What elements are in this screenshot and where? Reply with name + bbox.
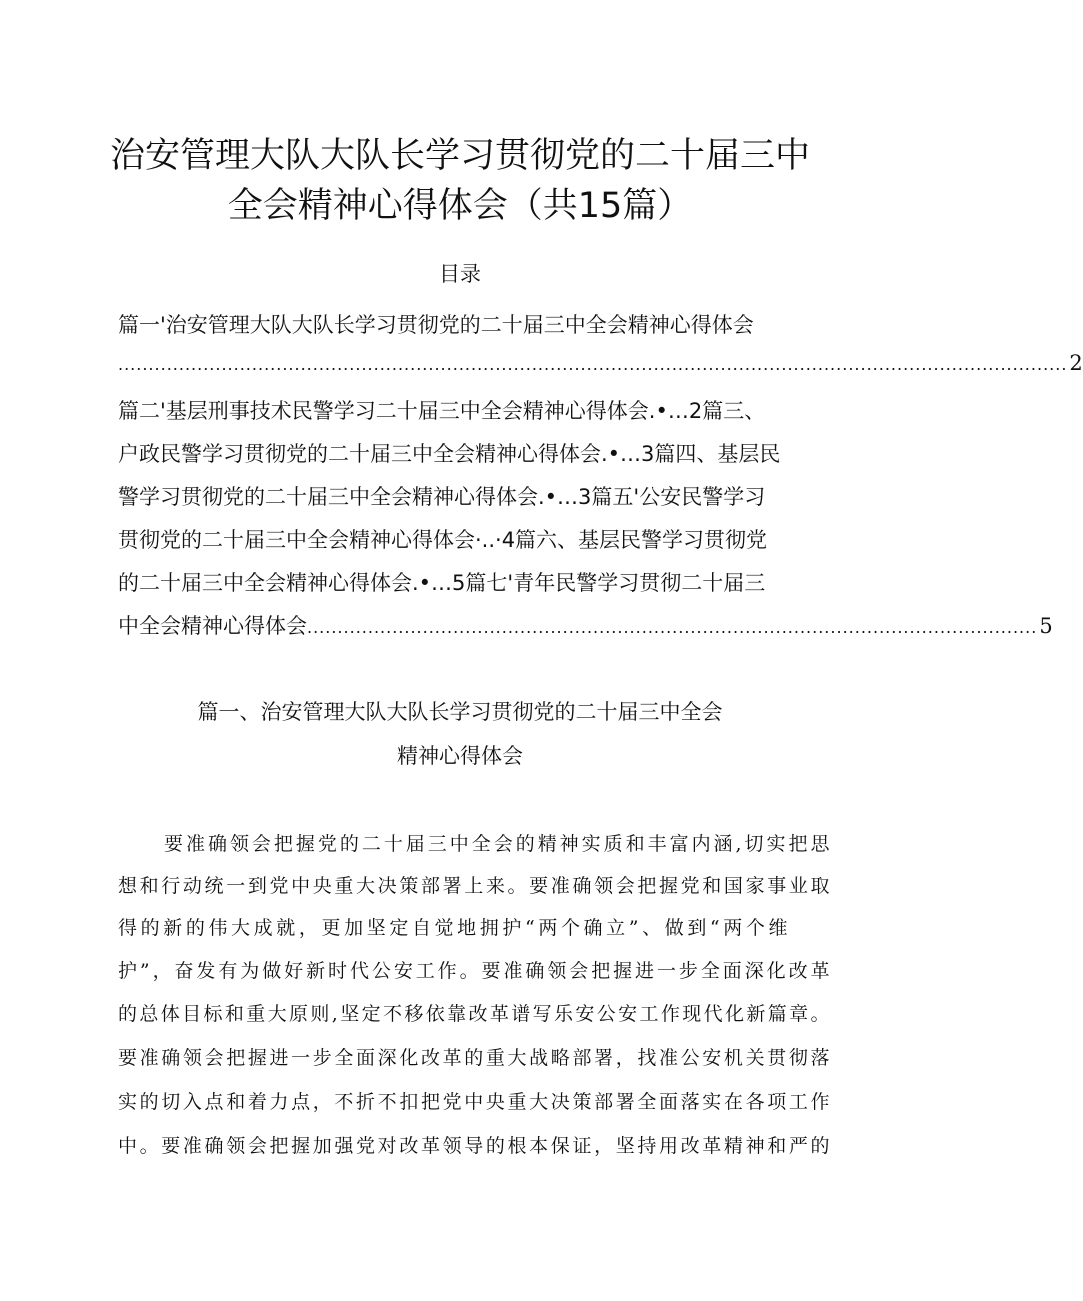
section-title-line-1: 篇一、治安管理大队大队长学习贯彻党的二十届三中全会 (197, 700, 723, 724)
body-text-line: 的总体目标和重大原则,坚定不移依靠改革谱写乐安公安工作现代化新篇章。 (118, 1003, 830, 1025)
toc-entry-2[interactable]: 篇二'基层刑事技术民警学习二十届三中全会精神心得体会.•…2篇三、 (118, 399, 766, 423)
toc-entry-3[interactable]: 户政民警学习贯彻党的二十届三中全会精神心得体会.•…3篇四、基层民 (118, 442, 781, 466)
toc-entry-6[interactable]: 的二十届三中全会精神心得体会.•…5篇七'青年民警学习贯彻二十届三 (118, 571, 766, 595)
section-title-line-2: 精神心得体会 (397, 744, 523, 768)
toc-heading: 目录 (439, 262, 481, 286)
body-text-line: 要准确领会把握党的二十届三中全会的精神实质和丰富内涵,切实把思 (164, 833, 830, 855)
toc-entry-1-leader[interactable] (118, 351, 1083, 375)
toc-entry-7[interactable] (118, 610, 1053, 640)
document-title-line-2: 全会精神心得体会（共15篇） (227, 186, 693, 226)
toc-leader-dots: ............................................................................................................................................................ (118, 355, 1068, 374)
toc-page-number: 2 (1069, 351, 1083, 375)
toc-entry-5[interactable]: 贯彻党的二十届三中全会精神心得体会·..·4篇六、基层民警学习贯彻党 (118, 528, 768, 552)
body-text-line: 要准确领会把握进一步全面深化改革的重大战略部署，找准公安机关贯彻落 (118, 1047, 830, 1069)
toc-entry-text: 中全会精神心得体会 (118, 614, 307, 638)
body-text-line: 想和行动统一到党中央重大决策部署上来。要准确领会把握党和国家事业取 (118, 875, 830, 897)
body-text-line: 中。要准确领会把握加强党对改革领导的根本保证，坚持用改革精神和严的 (118, 1135, 830, 1157)
body-text-line: 护”，奋发有为做好新时代公安工作。要准确领会把握进一步全面深化改革 (118, 960, 830, 982)
toc-leader-dots: ........................................................................................................................ (307, 618, 1038, 637)
toc-entry-1[interactable]: 篇一'治安管理大队大队长学习贯彻党的二十届三中全会精神心得体会 (118, 313, 754, 337)
toc-page-number: 5 (1039, 614, 1053, 638)
toc-entry-4[interactable]: 警学习贯彻党的二十届三中全会精神心得体会.•…3篇五'公安民警学习 (118, 485, 766, 509)
document-title-line-1: 治安管理大队大队长学习贯彻党的二十届三中 (109, 136, 810, 176)
body-text-line: 实的切入点和着力点，不折不扣把党中央重大决策部署全面落实在各项工作 (118, 1091, 830, 1113)
body-text-line: 得的新的伟大成就，更加坚定自觉地拥护“两个确立”、做到“两个维 (118, 917, 788, 939)
